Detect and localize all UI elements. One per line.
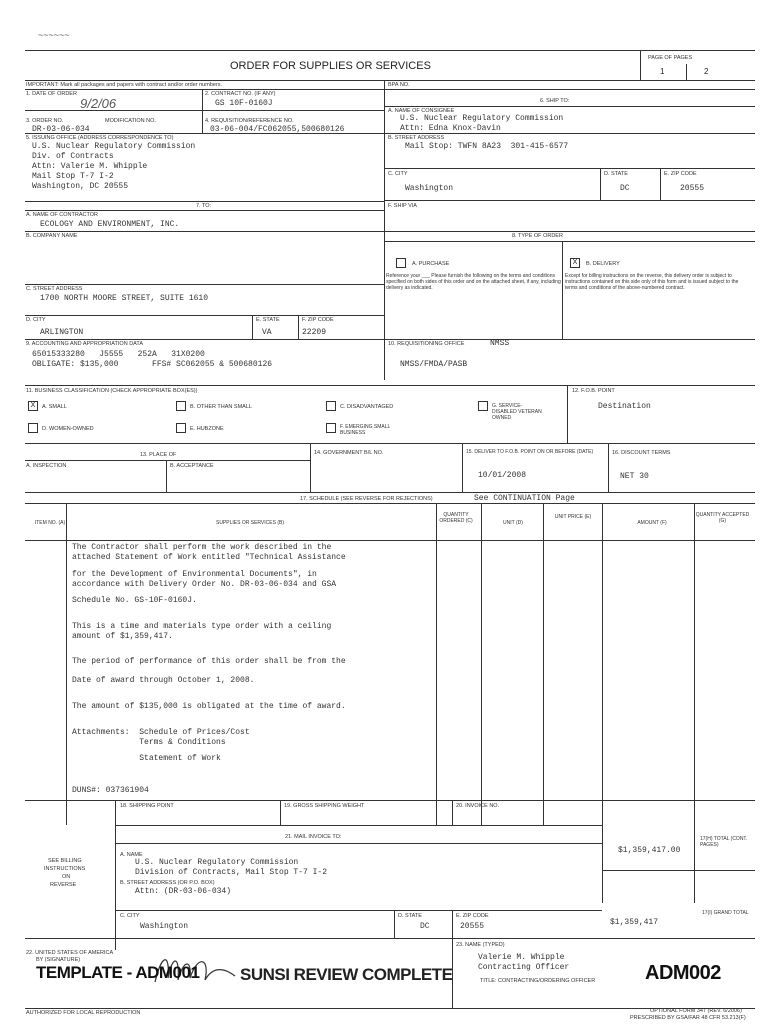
schedule-line-10: The amount of $135,000 is obligated at the time of award. bbox=[72, 702, 346, 711]
delivery-checkbox[interactable]: X bbox=[570, 258, 580, 268]
mail-zip-label: E. ZIP CODE bbox=[456, 913, 489, 919]
contractor-city-value: ARLINGTON bbox=[40, 328, 84, 337]
total-cont-pages-label: 17(H) TOTAL (CONT. PAGES) bbox=[700, 836, 748, 848]
inspection-label: A. INSPECTION bbox=[26, 463, 67, 469]
amount-total: $1,359,417.00 bbox=[618, 846, 681, 855]
bpa-label: BPA NO. bbox=[388, 82, 410, 88]
ship-via-label: F. SHIP VIA bbox=[388, 203, 417, 209]
grand-total: $1,359,417 bbox=[610, 918, 659, 927]
consignee-line2: Attn: Edna Knox-Davin bbox=[400, 124, 501, 133]
col-quantity-accepted: QUANTITY ACCEPTED (G) bbox=[695, 512, 750, 524]
small-label: A. SMALL bbox=[42, 404, 67, 410]
page-total: 2 bbox=[704, 67, 709, 76]
street-address-label: B. STREET ADDRESS bbox=[388, 135, 445, 141]
schedule-line-11: Attachments: Schedule of Prices/Cost bbox=[72, 728, 250, 737]
contractor-state-value: VA bbox=[262, 328, 272, 337]
authorized-reproduction: AUTHORIZED FOR LOCAL REPRODUCTION bbox=[26, 1010, 141, 1016]
grand-total-label: 17(I) GRAND TOTAL bbox=[702, 910, 749, 916]
ship-zip-label: E. ZIP CODE bbox=[664, 171, 697, 177]
contractor-city-label: D. CITY bbox=[26, 317, 46, 323]
optional-form: OPTIONAL FORM 347 (REV. 6/2006) bbox=[650, 1008, 742, 1014]
disadvantaged-checkbox[interactable] bbox=[326, 401, 336, 411]
type-of-order-label: 8. TYPE OF ORDER bbox=[512, 233, 563, 239]
contract-no-value: GS 10F-0160J bbox=[215, 99, 273, 108]
ship-street-value: Mail Stop: TWFN 8A23 301-415-6577 bbox=[405, 142, 569, 151]
acceptance-label: B. ACCEPTANCE bbox=[170, 463, 214, 469]
order-no-label: 3. ORDER NO. bbox=[26, 118, 64, 124]
requisitioning-office-value: NMSS bbox=[490, 339, 510, 348]
requisitioning-office-label: 10. REQUISITIONING OFFICE bbox=[388, 341, 465, 347]
emerging-small-label: F. EMERGING SMALL BUSINESS bbox=[340, 424, 391, 436]
requisitioning-office-line2: NMSS/FMDA/PASB bbox=[400, 360, 468, 369]
accounting-label: 9. ACCOUNTING AND APPROPRIATION DATA bbox=[26, 341, 144, 347]
delivery-label: B. DELIVERY bbox=[586, 261, 620, 267]
ship-state-label: D. STATE bbox=[604, 171, 628, 177]
page-current: 1 bbox=[660, 67, 665, 76]
officer-title: Contracting Officer bbox=[478, 963, 570, 972]
schedule-line-9: Date of award through October 1, 2008. bbox=[72, 676, 255, 685]
col-amount: AMOUNT (F) bbox=[637, 520, 667, 526]
billing-line4: REVERSE bbox=[50, 882, 77, 888]
officer-name: Valerie M. Whipple bbox=[478, 953, 565, 962]
schedule-line-14: DUNS#: 037361904 bbox=[72, 786, 149, 795]
purchase-label: A. PURCHASE bbox=[412, 261, 450, 267]
invoice-no-label: 20. INVOICE NO. bbox=[456, 803, 500, 809]
veteran-label: G. SERVICE-DISABLED VETERAN OWNED bbox=[492, 403, 542, 421]
contract-no-label: 2. CONTRACT NO. (IF ANY) bbox=[205, 91, 276, 97]
contractor-zip-label: F. ZIP CODE bbox=[302, 317, 334, 323]
purchase-text: Reference your ___ Please furnish the following on the terms and conditions specified on both sides of this order and on the attached sheet, if any, including delivery as indicated. bbox=[386, 273, 561, 291]
schedule-line-3: for the Development of Environmental Documents", in bbox=[72, 570, 317, 579]
billing-line2: INSTRUCTIONS bbox=[44, 866, 86, 872]
title-label: TITLE: CONTRACTING/ORDERING OFFICER bbox=[480, 978, 596, 984]
gross-weight-label: 19. GROSS SHIPPING WEIGHT bbox=[284, 803, 365, 809]
issuing-line1: U.S. Nuclear Regulatory Commission bbox=[32, 142, 196, 151]
mail-name-line1: U.S. Nuclear Regulatory Commission bbox=[135, 858, 299, 867]
fob-point-value: Destination bbox=[598, 402, 651, 411]
government-bl-label: 14. GOVERNMENT B/L NO. bbox=[314, 450, 384, 456]
schedule-line-12: Terms & Conditions bbox=[72, 738, 226, 747]
col-unit: UNIT (D) bbox=[503, 520, 523, 526]
hubzone-checkbox[interactable] bbox=[176, 423, 186, 433]
mail-state-label: D. STATE bbox=[398, 913, 422, 919]
ship-zip-value: 20555 bbox=[680, 184, 705, 193]
contractor-street-value: 1700 NORTH MOORE STREET, SUITE 1610 bbox=[40, 294, 209, 303]
mail-name-line2: Division of Contracts, Mail Stop T-7 I-2 bbox=[135, 868, 328, 877]
sunsi-review-stamp: SUNSI REVIEW COMPLETE bbox=[240, 965, 453, 984]
contractor-name-value: ECOLOGY AND ENVIRONMENT, INC. bbox=[40, 220, 180, 229]
ship-state-value: DC bbox=[620, 184, 630, 193]
col-quantity: QUANTITY ORDERED (C) bbox=[439, 512, 473, 524]
schedule-line-8: The period of performance of this order shall be from the bbox=[72, 657, 346, 666]
ship-city-label: C. CITY bbox=[388, 171, 408, 177]
contractor-zip-value: 22209 bbox=[302, 328, 327, 337]
deliver-by-label: 15. DELIVER TO F.O.B. POINT ON OR BEFORE (DATE) bbox=[466, 449, 594, 455]
issuing-line2: Div. of Contracts bbox=[32, 152, 114, 161]
consignee-line1: U.S. Nuclear Regulatory Commission bbox=[400, 114, 564, 123]
schedule-line-2: attached Statement of Work entitled "Technical Assistance bbox=[72, 553, 346, 562]
issuing-office-label: 5. ISSUING OFFICE (ADDRESS CORRESPONDENCE TO) bbox=[26, 135, 174, 141]
mail-name-label: A. NAME bbox=[120, 852, 143, 858]
women-owned-label: D. WOMEN-OWNED bbox=[42, 426, 94, 432]
template-stamp: TEMPLATE - ADM001 bbox=[36, 963, 200, 982]
modification-no-label: MODIFICATION NO. bbox=[105, 118, 156, 124]
business-classification-label: 11. BUSINESS CLASSIFICATION (CHECK APPROPRIATE BOX(ES)) bbox=[26, 388, 198, 394]
schedule-line-13: Statement of Work bbox=[72, 754, 221, 763]
ship-city-value: Washington bbox=[405, 184, 454, 193]
form-title: ORDER FOR SUPPLIES OR SERVICES bbox=[230, 60, 431, 72]
schedule-line-1: The Contractor shall perform the work described in the bbox=[72, 543, 332, 552]
hubzone-label: E. HUBZONE bbox=[190, 426, 224, 432]
col-item-no: ITEM NO. (A) bbox=[34, 520, 66, 526]
accounting-line2: OBLIGATE: $135,000 FFS# SC062055 & 500680126 bbox=[32, 360, 273, 369]
small-checkbox[interactable]: X bbox=[28, 401, 38, 411]
contractor-state-label: E. STATE bbox=[256, 317, 280, 323]
billing-line1: SEE BILLING bbox=[48, 858, 82, 864]
emerging-small-checkbox[interactable] bbox=[326, 423, 336, 433]
col-supplies: SUPPLIES OR SERVICES (B) bbox=[216, 520, 284, 526]
shipping-point-label: 18. SHIPPING POINT bbox=[120, 803, 174, 809]
place-of-label: 13. PLACE OF bbox=[140, 452, 177, 458]
scribble-mark: ~~~~~~ bbox=[38, 30, 70, 40]
admo-stamp: ADM002 bbox=[645, 962, 721, 984]
discount-terms-value: NET 30 bbox=[620, 472, 649, 481]
order-no-value: DR-03-06-034 bbox=[32, 125, 90, 134]
date-of-order-value: 9/2/06 bbox=[80, 96, 117, 111]
issuing-line5: Washington, DC 20555 bbox=[32, 182, 129, 191]
other-than-small-label: B. OTHER THAN SMALL bbox=[190, 404, 252, 410]
mail-city-value: Washington bbox=[140, 922, 189, 931]
usa-label: 22. UNITED STATES OF AMERICA bbox=[26, 950, 114, 956]
mail-state-value: DC bbox=[420, 922, 430, 931]
consignee-label: A. NAME OF CONSIGNEE bbox=[388, 108, 455, 114]
other-than-small-checkbox[interactable] bbox=[176, 401, 186, 411]
discount-terms-label: 16. DISCOUNT TERMS bbox=[612, 450, 671, 456]
to-label: 7. TO: bbox=[196, 203, 212, 209]
delivery-text: Except for billing instructions on the reverse, this delivery order is subject to instructions contained on this side only of this form and is issued subject to the terms and conditions of the above-numbered contract. bbox=[565, 273, 739, 291]
page-of-pages-label: PAGE OF PAGES bbox=[648, 55, 693, 61]
mail-invoice-label: 21. MAIL INVOICE TO: bbox=[285, 834, 342, 840]
purchase-checkbox[interactable] bbox=[396, 258, 406, 268]
col-unit-price: UNIT PRICE (E) bbox=[554, 514, 592, 520]
schedule-line-7: amount of $1,359,417. bbox=[72, 632, 173, 641]
contractor-name-label: A. NAME OF CONTRACTOR bbox=[26, 212, 99, 218]
contractor-street-label: C. STREET ADDRESS bbox=[26, 286, 83, 292]
deliver-by-value: 10/01/2008 bbox=[478, 471, 527, 480]
disadvantaged-label: C. DISADVANTAGED bbox=[340, 404, 394, 410]
requisition-no-value: 03-06-004/FC062055,500680126 bbox=[210, 125, 345, 134]
issuing-line4: Mail Stop T-7 I-2 bbox=[32, 172, 114, 181]
requisition-no-label: 4. REQUISITION/REFERENCE NO. bbox=[205, 118, 294, 124]
accounting-line1: 65015333280 J5555 252A 31X0200 bbox=[32, 350, 205, 359]
schedule-line-6: This is a time and materials type order with a ceiling bbox=[72, 622, 332, 631]
billing-line3: ON bbox=[62, 874, 71, 880]
mail-zip-value: 20555 bbox=[460, 922, 485, 931]
issuing-line3: Attn: Valerie M. Whipple bbox=[32, 162, 148, 171]
prescribed-by: PRESCRIBED BY GSA/FAR 48 CFR 53.213(F) bbox=[630, 1015, 746, 1021]
name-typed-label: 23. NAME (TYPED) bbox=[456, 942, 505, 948]
schedule-line-5: Schedule No. GS-10F-0160J. bbox=[72, 596, 197, 605]
continuation-text: See CONTINUATION Page bbox=[474, 494, 575, 503]
ship-to-label: 6. SHIP TO: bbox=[540, 98, 570, 104]
veteran-checkbox[interactable] bbox=[478, 401, 488, 411]
mail-street-value: Attn: (DR-03-06-034) bbox=[135, 887, 232, 896]
mail-street-label: B. STREET ADDRESS (OR P.O. BOX) bbox=[120, 880, 215, 886]
schedule-line-4: accordance with Delivery Order No. DR-03-06-034 and GSA bbox=[72, 580, 337, 589]
by-signature-label: BY (SIGNATURE) bbox=[36, 957, 81, 963]
company-name-label: B. COMPANY NAME bbox=[26, 233, 78, 239]
important-note: IMPORTANT: Mark all packages and papers with contract and/or order numbers. bbox=[26, 82, 223, 88]
mail-city-label: C. CITY bbox=[120, 913, 140, 919]
schedule-label: 17. SCHEDULE (SEE REVERSE FOR REJECTIONS) bbox=[300, 496, 433, 502]
fob-point-label: 12. F.O.B. POINT bbox=[572, 388, 615, 394]
women-owned-checkbox[interactable] bbox=[28, 423, 38, 433]
date-of-order-label: 1. DATE OF ORDER bbox=[26, 91, 77, 97]
